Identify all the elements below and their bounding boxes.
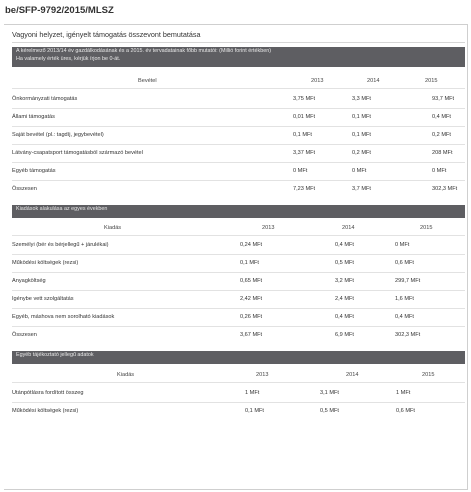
value-2015: 0,4 MFt (395, 314, 414, 320)
value-2015: 0 MFt (395, 242, 410, 248)
value-2015: 0,4 MFt (432, 114, 451, 120)
expense-section-header (12, 205, 465, 218)
table-row (12, 92, 465, 108)
value-2013: 0 MFt (293, 168, 308, 174)
value-2013: 7,23 MFt (293, 186, 316, 192)
table-row-total (12, 182, 465, 198)
row-label: Egyéb, máshova nem sorolható kiadások (12, 314, 115, 320)
other-col-2013: 2013 (256, 372, 269, 378)
value-2014: 0,5 MFt (335, 260, 354, 266)
row-divider (12, 326, 465, 327)
row-label: Egyéb támogatás (12, 168, 56, 174)
value-2015: 0,6 MFt (396, 408, 415, 414)
value-2014: 0,5 MFt (320, 408, 339, 414)
value-2013: 0,26 MFt (240, 314, 263, 320)
other-header-rule (12, 382, 465, 383)
expense-header-rule (12, 235, 465, 236)
row-divider (12, 126, 465, 127)
table-row (12, 238, 465, 254)
other-section-heading: Egyéb tájékoztató jellegű adatok (16, 352, 94, 358)
value-2013: 3,37 MFt (293, 150, 316, 156)
row-divider (12, 272, 465, 273)
row-label: Működési költségek (rezsi) (12, 260, 79, 266)
row-label: Állami támogatás (12, 114, 55, 120)
value-2014: 0 MFt (352, 168, 367, 174)
value-2015: 93,7 MFt (432, 96, 455, 102)
value-2015: 1 MFt (396, 390, 411, 396)
row-label: Összesen (12, 186, 37, 192)
document-id: be/SFP-9792/2015/MLSZ (5, 5, 114, 16)
table-row (12, 256, 465, 272)
table-row (12, 386, 465, 402)
value-2013: 3,67 MFt (240, 332, 263, 338)
value-2013: 0,01 MFt (293, 114, 316, 120)
table-row (12, 146, 465, 162)
row-divider (12, 180, 465, 181)
table-row (12, 310, 465, 326)
value-2014: 3,3 MFt (352, 96, 371, 102)
row-divider (12, 402, 465, 403)
table-row (12, 164, 465, 180)
value-2015: 1,6 MFt (395, 296, 414, 302)
row-label: Személyi (bér és bérjellegű + járulékai) (12, 242, 109, 248)
income-section-note: Ha valamely érték üres, kérjük írjon be 0-át. (16, 55, 121, 62)
table-row (12, 404, 465, 420)
row-divider (12, 144, 465, 145)
table-row (12, 128, 465, 144)
value-2015: 0,6 MFt (395, 260, 414, 266)
value-2014: 0,2 MFt (352, 150, 371, 156)
value-2014: 0,4 MFt (335, 314, 354, 320)
value-2015: 302,3 MFt (395, 332, 421, 338)
expense-col-2014: 2014 (342, 225, 355, 231)
page-title: Vagyoni helyzet, igényelt támogatás összevont bemutatása (12, 30, 201, 39)
value-2014: 0,1 MFt (352, 114, 371, 120)
other-col-label: Kiadás (117, 372, 135, 378)
income-header-rule (12, 88, 465, 89)
value-2015: 208 MFt (432, 150, 453, 156)
row-divider (12, 308, 465, 309)
row-label: Anyagköltség (12, 278, 46, 284)
value-2014: 0,4 MFt (335, 242, 354, 248)
row-label: Működési költségek (rezsi) (12, 408, 79, 414)
value-2014: 0,1 MFt (352, 132, 371, 138)
other-col-2014: 2014 (346, 372, 359, 378)
value-2013: 0,65 MFt (240, 278, 263, 284)
income-section-heading: A kérelmező 2013/14 év gazdálkodásának és a 2015. év tervadatainak főbb mutatói: (Millió forint értékben) (16, 48, 272, 54)
value-2013: 0,1 MFt (240, 260, 259, 266)
expense-col-2015: 2015 (420, 225, 433, 231)
income-col-2013: 2013 (311, 78, 324, 84)
value-2013: 1 MFt (245, 390, 260, 396)
value-2014: 3,7 MFt (352, 186, 371, 192)
row-divider (12, 108, 465, 109)
expense-section-heading: Kiadások alakulása az egyes években (16, 206, 108, 212)
value-2013: 0,1 MFt (293, 132, 312, 138)
value-2015: 0,2 MFt (432, 132, 451, 138)
value-2014: 6,9 MFt (335, 332, 354, 338)
row-label: Igénybe vett szolgáltatás (12, 296, 74, 302)
income-col-2014: 2014 (367, 78, 380, 84)
row-divider (12, 290, 465, 291)
income-section-header (12, 47, 465, 67)
row-label: Utánpótlásra fordított összeg (12, 390, 84, 396)
other-col-2015: 2015 (422, 372, 435, 378)
value-2013: 3,75 MFt (293, 96, 316, 102)
value-2014: 3,1 MFt (320, 390, 339, 396)
value-2014: 2,4 MFt (335, 296, 354, 302)
table-row (12, 110, 465, 126)
expense-col-2013: 2013 (262, 225, 275, 231)
row-divider (12, 254, 465, 255)
row-label: Saját bevétel (pl.: tagdíj, jegybevétel) (12, 132, 104, 138)
expense-col-label: Kiadás (104, 225, 122, 231)
other-section-header (12, 351, 465, 364)
row-label: Önkormányzati támogatás (12, 96, 78, 102)
value-2013: 2,42 MFt (240, 296, 263, 302)
value-2015: 0 MFt (432, 168, 447, 174)
title-divider (12, 42, 465, 43)
value-2013: 0,1 MFt (245, 408, 264, 414)
value-2015: 302,3 MFt (432, 186, 458, 192)
row-label: Összesen (12, 332, 37, 338)
table-row (12, 292, 465, 308)
value-2013: 0,24 MFt (240, 242, 263, 248)
value-2014: 3,2 MFt (335, 278, 354, 284)
income-col-label: Bevétel (138, 78, 157, 84)
table-row (12, 274, 465, 290)
income-col-2015: 2015 (425, 78, 438, 84)
value-2015: 299,7 MFt (395, 278, 421, 284)
row-divider (12, 162, 465, 163)
table-row-total (12, 328, 465, 344)
row-label: Látvány-csapatsport támogatásból származó bevétel (12, 150, 143, 156)
